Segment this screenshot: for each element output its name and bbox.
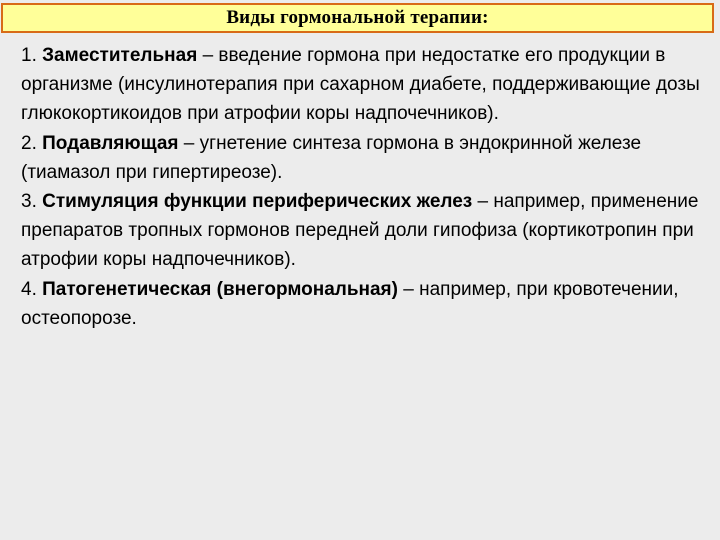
item-term: Патогенетическая (внегормональная)	[42, 278, 398, 300]
item-number: 4.	[21, 278, 37, 300]
item-description: – угнетение синтеза гормона в эндокринной железе (тиамазол при гипертиреозе).	[21, 132, 642, 183]
item-term: Подавляющая	[42, 132, 179, 154]
item-number: 2.	[21, 132, 37, 154]
item-description: – например, при кровотечении, остеопорозе.	[21, 278, 679, 329]
item-number: 3.	[21, 191, 37, 213]
therapy-list	[21, 41, 701, 333]
item-description: – например, применение препаратов тропных гормонов передней доли гипофиза (кортикотропин при атрофии коры надпочечников).	[21, 191, 699, 271]
item-term: Заместительная	[42, 45, 198, 66]
item-number: 1.	[21, 45, 37, 66]
item-term: Стимуляция функции периферических желез	[42, 191, 473, 213]
slide-title-bar	[1, 3, 714, 33]
list-item	[21, 275, 701, 333]
item-description: – введение гормона при недостатке его продукции в организме (инсулинотерапия при сахарном диабете, поддерживающие дозы глюкокортикоидов при атрофии коры надпочечников).	[21, 45, 700, 125]
list-item	[21, 129, 701, 187]
slide-title: Виды гормональной терапии:	[226, 7, 489, 28]
list-item	[21, 187, 701, 275]
list-item	[21, 41, 701, 129]
